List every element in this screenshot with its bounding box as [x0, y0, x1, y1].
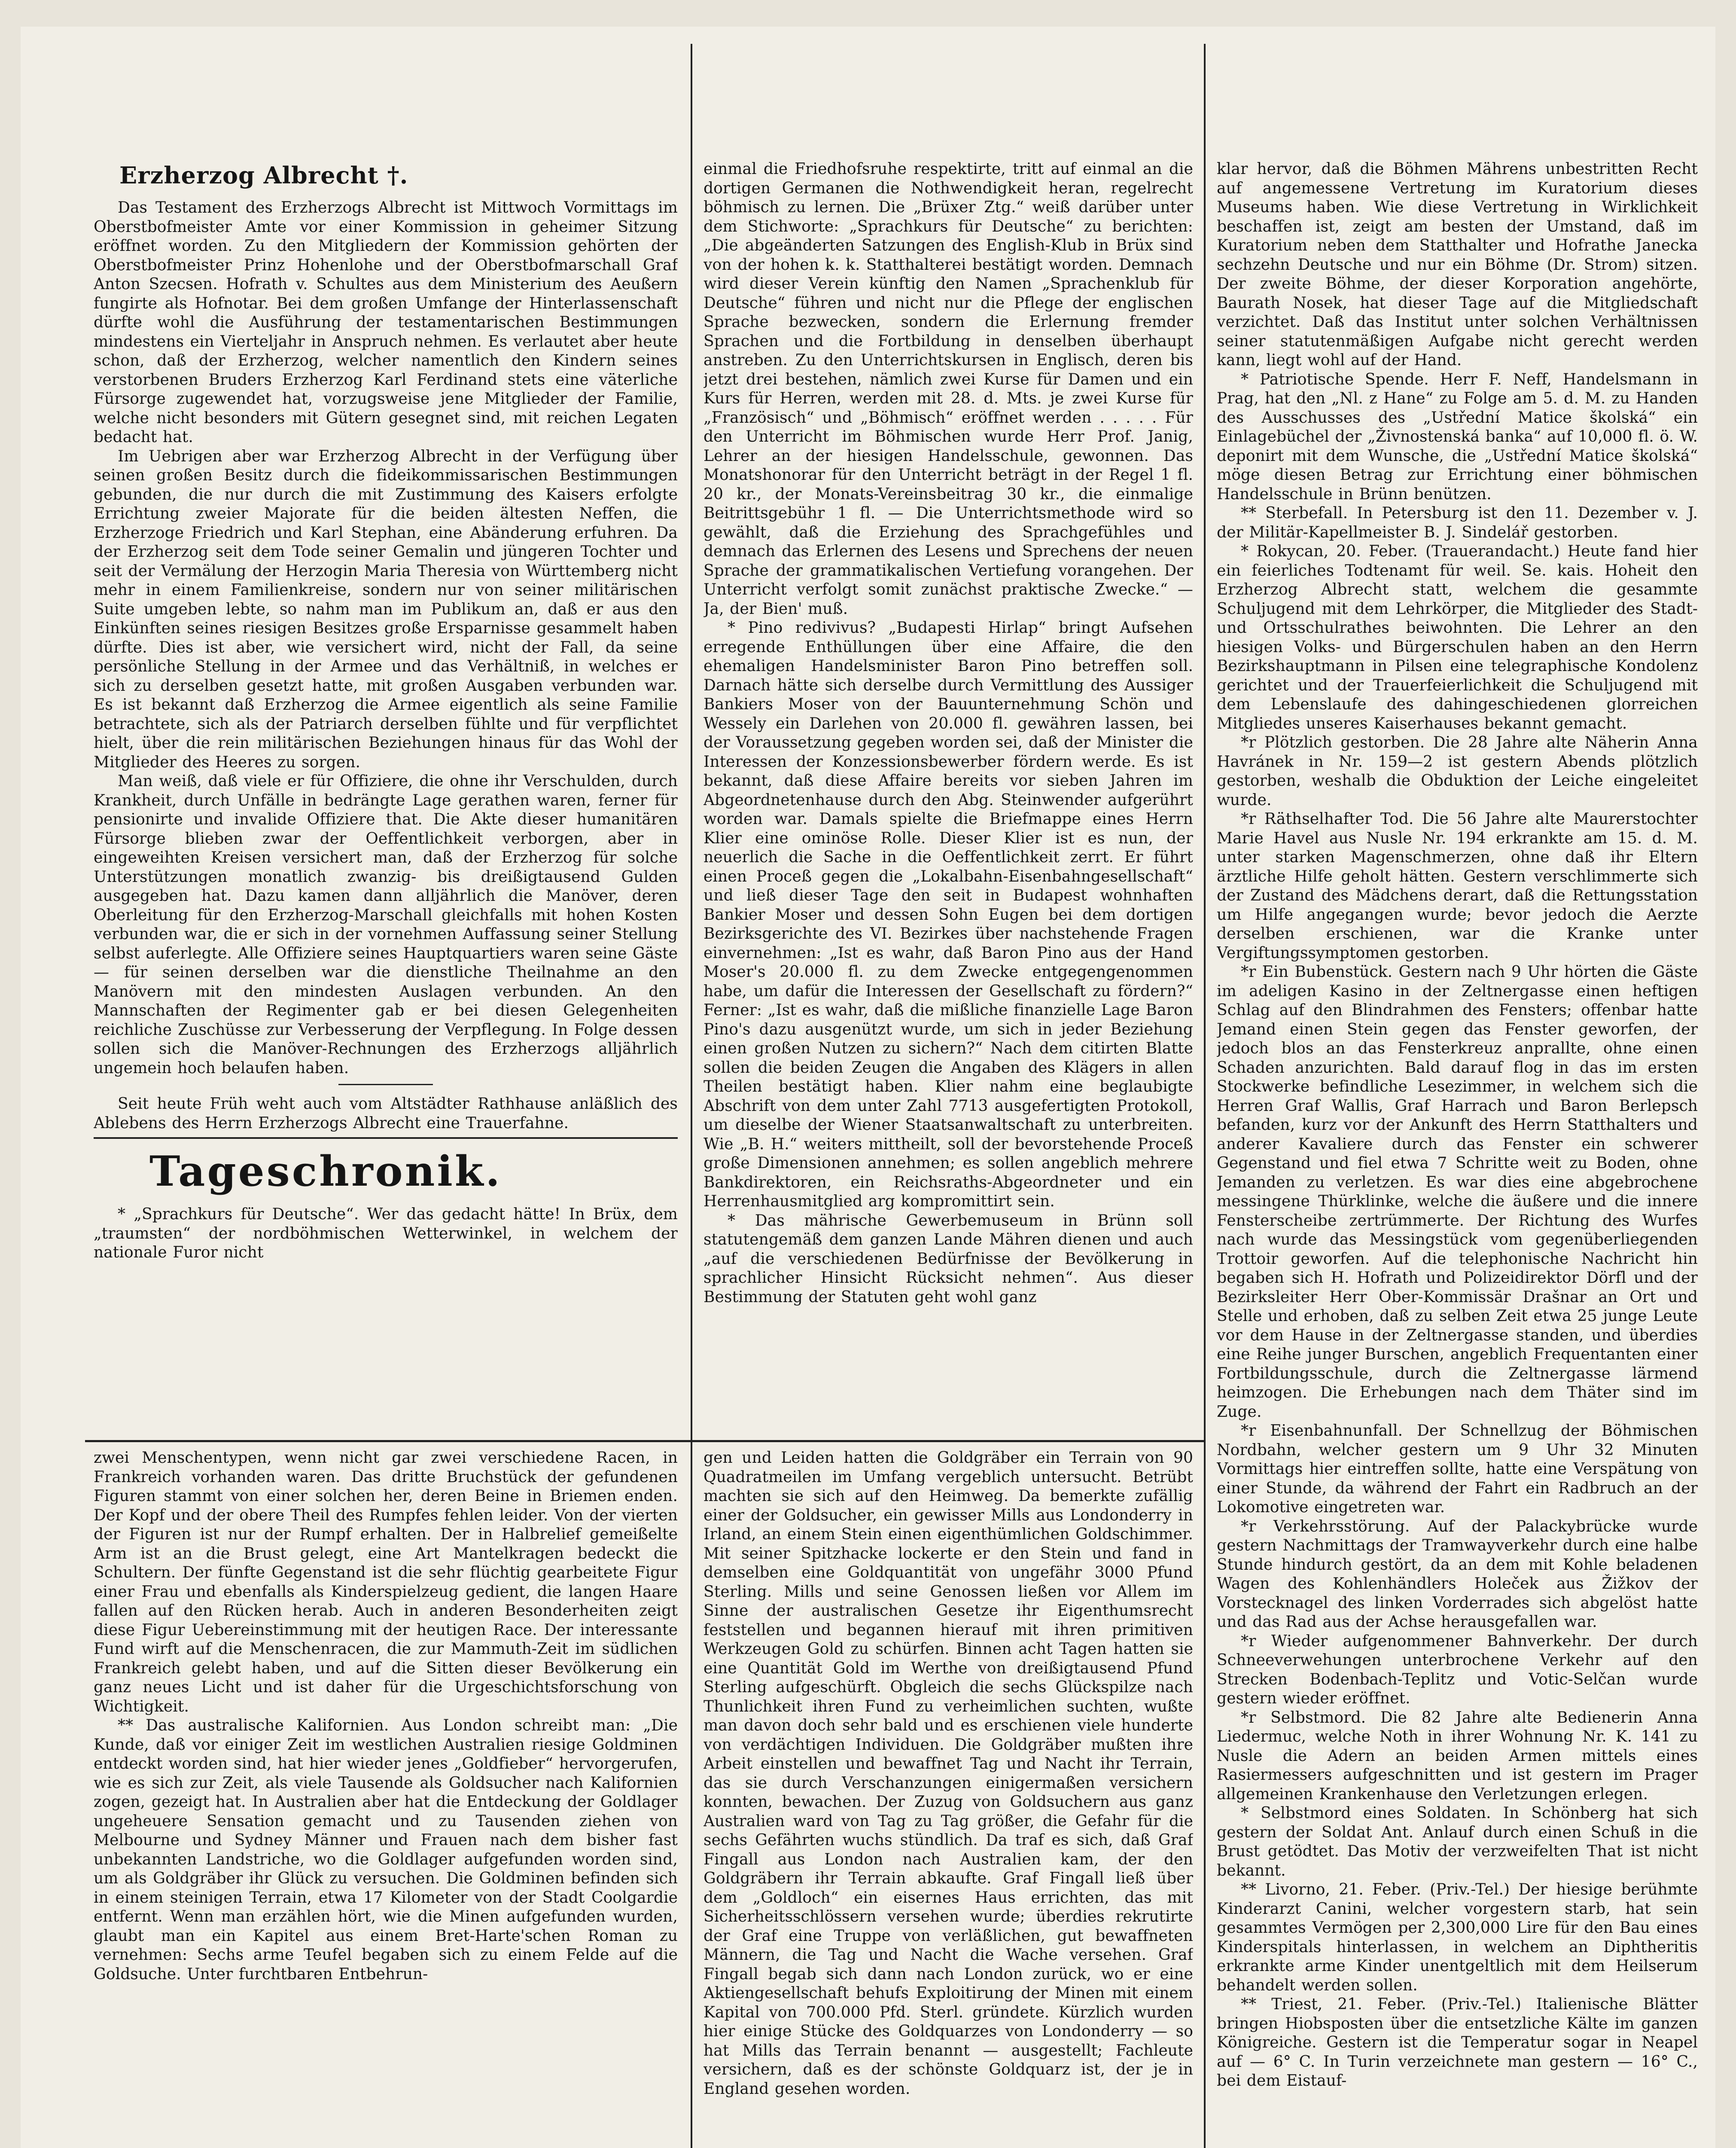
short-divider [338, 1084, 433, 1085]
article-paragraph: * Selbstmord eines Soldaten. In Schönberg hat sich gestern der Soldat Ant. Anlauf durch einen Schuß in die Brust getödtet. Das Motiv der verzweifelten That ist nicht bekannt. [1217, 1804, 1698, 1880]
column-2-top [704, 160, 1193, 1438]
article-paragraph: *r Eisenbahnunfall. Der Schnellzug der Böhmischen Nordbahn, welcher gestern um 9 Uhr 32 Minuten Vormittags hier eintreffen sollte, hatte eine Verspätung von einer Stunde, da während der Fahrt ein Radbruch an der Lokomotive eingetreten war. [1217, 1422, 1698, 1516]
article-paragraph: * Patriotische Spende. Herr F. Neff, Handelsmann in Prag, hat den „Nl. z Hane“ zu Folge am 5. d. M. zu Handen des Ausschusses des „Ustřední Matice školská“ ein Einlagebüchel der „Živnostenská banka“ auf 10,000 fl. ö. W. deponirt mit dem Wunsche, die „Ustřední Matice školská“ möge diesen Betrag zur Errichtung einer böhmischen Handelsschule in Brünn benützen. [1217, 370, 1698, 503]
article-paragraph: *r Ein Bubenstück. Gestern nach 9 Uhr hörten die Gäste im adeligen Kasino in der Zeltnergasse einen heftigen Schlag auf den Blindrahmen des Fensters; offenbar hatte Jemand einen Stein gegen das Fenster geworfen, der jedoch blos an das Fensterkreuz anprallte, ohne einen Schaden anzurichten. Bald darauf flog in das im ersten Stockwerke befindliche Lesezimmer, in welchem sich die Herren Graf Wallis, Graf Harrach und Baron Berlepsch befanden, kurz vor der Ankunft des Herrn Statthalters und anderer Kavaliere durch das Fenster ein schwerer Gegenstand und fiel etwa 7 Schritte weit zu Boden, ohne Jemanden zu verletzen. Es war dies eine abgebrochene messingene Thürklinke, welche die äußere und die innere Fensterscheibe zertrümmerte. Der Richtung des Wurfes nach wurde das Messingstück vom gegenüberliegenden Trottoir geworfen. Auf die telephonische Nachricht hin begaben sich H. Hofrath und Polizeidirektor Dörfl und der Bezirksleiter Herr Ober-Kommissär Drašnar an Ort und Stelle und erhoben, daß zu selben Zeit etwa 25 junge Leute vor dem Hause in der Zeltnergasse standen, und überdies eine Reihe junger Burschen, angeblich Frequentanten einer Fortbildungsschule, durch die Zeltnergasse lärmend heimzogen. Die Erhebungen nach dem Thäter sind im Zuge. [1217, 963, 1698, 1421]
column-3 [1217, 160, 1698, 2148]
article-paragraph: Man weiß, daß viele er für Offiziere, die ohne ihr Verschulden, durch Krankheit, durch Unfälle in bedrängte Lage gerathen waren, ferner für pensionirte und invalide Offiziere that. Die Akte dieser humanitären Fürsorge blieben zwar der Oeffentlichkeit verborgen, aber in eingeweihten Kreisen versichert man, daß der Erzherzog für solche Unterstützungen monatlich zwanzig- bis dreißigtausend Gulden ausgegeben hat. Dazu kamen dann alljährlich die Manöver, deren Oberleitung für den Erzherzog-Marschall gleichfalls mit hohen Kosten verbunden war, die er sich in der vornehmen Auffassung seiner Stellung selbst auferlegte. Alle Offiziere seines Hauptquartiers waren seine Gäste — für seinen derselben war die dienstliche Theilnahme an den Manövern mit den mindesten Auslagen verbunden. An den Mannschaften der Regimenter gab er bei diesen Gelegenheiten reichliche Zuschüsse zur Verbesserung der Verpflegung. In Folge dessen sollen sich die Manöver-Rechnungen des Erzherzogs alljährlich ungemein hoch belaufen haben. [94, 772, 678, 1077]
article-paragraph: ** Triest, 21. Feber. (Priv.-Tel.) Italienische Blätter bringen Hiobsposten über die entsetzliche Kälte im ganzen Königreiche. Gestern ist die Temperatur sogar in Neapel auf — 6° C. In Turin verzeichnete man gestern — 16° C., bei dem Eistauf- [1217, 1995, 1698, 2090]
section-heading-tageschronik: Tageschronik. [149, 1147, 502, 1196]
article-paragraph: zwei Menschentypen, wenn nicht gar zwei verschiedene Racen, in Frankreich vorhanden waren. Das dritte Bruchstück der gefundenen Figuren stammt von einer solchen her, deren Beine in Briemen enden. Der Kopf und der obere Theil des Rumpfes fehlen leider. Von der vierten der Figuren ist nur der Rumpf erhalten. Der in Halbrelief gemeißelte Arm ist an die Brust gelegt, eine Art Mantelkragen bedeckt die Schultern. Der fünfte Gegenstand ist die sehr flüchtig gearbeitete Figur einer Frau und ebenfalls als Kinderspielzeug gedient, die langen Haare fallen auf den Rücken herab. Auch in anderen Besonderheiten zeigt diese Figur Uebereinstimmung mit der heutigen Race. Der interessante Fund wirft auf die Menschenracen, die zur Mammuth-Zeit im südlichen Frankreich gelebt haben, und auf die Sitten dieser Bevölkerung ein ganz neues Licht und ist daher für die Urgeschichtsforschung von Wichtigkeit. [94, 1449, 678, 1715]
article-paragraph: ** Livorno, 21. Feber. (Priv.-Tel.) Der hiesige berühmte Kinderarzt Canini, welcher vorgestern starb, hat sein gesammtes Vermögen per 2,300,000 Lire für den Bau eines Kinderspitals hinterlassen, in welchem an Diphtheritis erkrankte arme Kinder unentgeltlich mit dem Heilserum behandelt werden sollen. [1217, 1881, 1698, 1994]
column-rule-left [691, 44, 692, 2148]
article-paragraph: *r Verkehrsstörung. Auf der Palackybrücke wurde gestern Nachmittags der Tramwayverkehr durch eine halbe Stunde hindurch gestört, da an dem mit Kohle beladenen Wagen des Kohlenhändlers Holeček aus Žižkov der Vorstecknagel des linken Vorderrades sich abgelöst hatte und das Rad aus der Achse herausgefallen war. [1217, 1517, 1698, 1631]
section-rule [94, 1137, 678, 1139]
section-divider [85, 1440, 1204, 1442]
article-paragraph: klar hervor, daß die Böhmen Mährens unbestritten Recht auf angemessene Vertretung im Kuratorium dieses Museums haben. Wie diese Vertretung in Wirklichkeit beschaffen ist, zeigt am besten der Umstand, daß im Kuratorium neben dem Statthalter und Hofrathe Janecka sechzehn Deutsche und nur ein Böhme (Dr. Strom) sitzen. Der zweite Böhme, der dieser Korporation angehörte, Baurath Nosek, hat dieser Tage auf die Mitgliedschaft verzichtet. Daß das Institut unter solchen Verhältnissen seiner statutenmäßigen Aufgabe nicht gerecht werden kann, liegt wohl auf der Hand. [1217, 160, 1698, 369]
article-paragraph: Das Testament des Erzherzogs Albrecht ist Mittwoch Vormittags im Oberstbofmeister Amte vor einer Kommission in geheimer Sitzung eröffnet worden. Zu den Mitgliedern der Kommission gehörten der Oberstbofmeister Prinz Hohenlohe und der Oberstbofmarschall Graf Anton Szecsen. Hofrath v. Schultes aus dem Ministerium des Aeußern fungirte als Hofnotar. Bei dem großen Umfange der Hinterlassenschaft dürfte wohl die Ausführung der testamentarischen Bestimmungen mindestens ein Vierteljahr in Anspruch nehmen. Es verlautet aber heute schon, daß der Erzherzog, welcher namentlich den Kindern seines verstorbenen Bruders Erzherzog Karl Ferdinand stets eine väterliche Fürsorge zugewendet hat, vorzugsweise jene Mitglieder der Familie, welche nicht besonders mit Gütern gesegnet sind, mit reichen Legaten bedacht hat. [94, 199, 678, 446]
article-paragraph: Im Uebrigen aber war Erzherzog Albrecht in der Verfügung über seinen großen Besitz durch die fideikommissarischen Bestimmungen gebunden, die nur durch die mit Zustimmung des Kaisers erfolgte Errichtung zweier Majorate für die beiden ältesten Neffen, die Erzherzoge Friedrich und Karl Stephan, eine Abänderung erfuhren. Da der Erzherzog seit dem Tode seiner Gemalin und jüngeren Tochter und seit der Vermälung der Herzogin Maria Theresia von Württemberg nicht mehr in einem Familienkreise, sondern nur von seiner militärischen Suite umgeben lebte, so nahm man im Publikum an, daß er aus den Einkünften seines riesigen Besitzes große Ersparnisse gesammelt haben dürfte. Dies ist aber, wie versichert wird, nicht der Fall, da seine persönliche Stellung in der Armee und das Verhältniß, in welches er sich zu derselben gesetzt hatte, mit großen Ausgaben verbunden war. Es ist bekannt daß Erzherzog die Armee eigentlich als seine Familie betrachtete, sich als der Patriarch derselben fühlte und für verpflichtet hielt, über die rein militärischen Beziehungen hinaus für das Wohl der Mitglieder des Heeres zu sorgen. [94, 447, 678, 771]
column-2-bottom [704, 1449, 1193, 2148]
column-1-bottom [94, 1449, 678, 2148]
article-paragraph: Seit heute Früh weht auch vom Altstädter Rathhause anläßlich des Ablebens des Herrn Erzherzogs Albrecht eine Trauerfahne. [94, 1095, 678, 1132]
article-heading-erzherzog: Erzherzog Albrecht †. [119, 162, 408, 189]
article-paragraph: * Das mährische Gewerbemuseum in Brünn soll statutengemäß dem ganzen Lande Mähren dienen und auch „auf die verschiedenen Bedürfnisse der Bevölkerung in sprachlicher Hinsicht Rücksicht nehmen“. Aus dieser Bestimmung der Statuten geht wohl ganz [704, 1211, 1193, 1306]
newspaper-page [21, 27, 1715, 2148]
article-paragraph: *r Räthselhafter Tod. Die 56 Jahre alte Maurerstochter Marie Havel aus Nusle Nr. 194 erkrankte am 15. d. M. unter starken Magenschmerzen, ohne daß ihr Eltern ärztliche Hilfe geholt hätten. Gestern verschlimmerte sich der Zustand des Mädchens derart, daß die Rettungsstation um Hilfe angegangen wurde; bevor jedoch die Aerzte derselben erschienen, war die Kranke unter Vergiftungssymptomen gestorben. [1217, 810, 1698, 962]
article-paragraph: gen und Leiden hatten die Goldgräber ein Terrain von 90 Quadratmeilen im Umfang vergeblich untersucht. Betrübt machten sie sich auf den Heimweg. Da bemerkte zufällig einer der Goldsucher, ein gewisser Mills aus Londonderry in Irland, an einem Stein einen eigenthümlichen Goldschimmer. Mit seiner Spitzhacke lockerte er den Stein und fand in demselben eine Goldquantität von ungefähr 3000 Pfund Sterling. Mills und seine Genossen ließen vor Allem im Sinne der australischen Gesetze ihr Eigenthumsrecht feststellen und begannen hierauf mit ihren primitiven Werkzeugen Gold zu schürfen. Binnen acht Tagen hatten sie eine Quantität Gold im Werthe von dreißigtausend Pfund Sterling aufgeschürft. Obgleich die sechs Glückspilze nach Thunlichkeit ihren Fund zu verheimlichen suchten, wußte man davon doch sehr bald und es erschienen viele hunderte von verdächtigen Individuen. Die Goldgräber mußten ihre Arbeit einstellen und bewaffnet Tag und Nacht ihr Terrain, das sie durch Verschanzungen einigermaßen versichern konnten, bewachen. Der Zuzug von Goldsuchern aus ganz Australien ward von Tag zu Tag größer, die Gefahr für die sechs Gefährten wuchs stündlich. Da traf es sich, daß Graf Fingall aus London nach Australien kam, der den Goldgräbern ihr Terrain abkaufte. Graf Fingall ließ über dem „Goldloch“ ein eisernes Haus errichten, das mit Sicherheitsschlössern versehen wurde; überdies rekrutirte der Graf eine Truppe von verläßlichen, gut bewaffneten Männern, die Tag und Nacht die Wache versehen. Graf Fingall begab sich dann nach London zurück, wo er eine Aktiengesellschaft behufs Exploitirung der Minen mit einem Kapital von 700.000 Pfd. Sterl. gründete. Kürzlich wurden hier einige Stücke des Goldquarzes von Londonderry — so hat Mills das Terrain benannt — ausgestellt; Fachleute versichern, daß es der schönste Goldquarz ist, der je in England gesehen worden. [704, 1449, 1193, 2098]
article-paragraph: *r Wieder aufgenommener Bahnverkehr. Der durch Schneeverwehungen unterbrochene Verkehr auf den Strecken Bodenbach-Teplitz und Votic-Selčan wurde gestern wieder eröffnet. [1217, 1632, 1698, 1707]
article-paragraph: ** Sterbefall. In Petersburg ist den 11. Dezember v. J. der Militär-Kapellmeister B. J. Sindelář gestorben. [1217, 504, 1698, 541]
article-paragraph: *r Selbstmord. Die 82 Jahre alte Bedienerin Anna Liedermuc, welche Noth in ihrer Wohnung Nr. K. 141 zu Nusle die Adern an beiden Armen mittels eines Rasiermessers aufgeschnitten und ist gestern im Prager allgemeinen Krankenhause den Verletzungen erlegen. [1217, 1709, 1698, 1803]
article-paragraph: einmal die Friedhofsruhe respektirte, tritt auf einmal an die dortigen Germanen die Nothwendigkeit heran, regelrecht böhmisch zu lernen. Die „Brüxer Ztg.“ weiß darüber unter dem Stichworte: „Sprachkurs für Deutsche“ zu berichten: „Die abgeänderten Satzungen des English-Klub in Brüx sind von der hohen k. k. Statthalterei bestätigt worden. Demnach wird dieser Verein künftig den Namen „Sprachenklub für Deutsche“ führen und nicht nur die Pflege der englischen Sprache bezwecken, sondern die Erlernung fremder Sprachen und die Fortbildung in denselben überhaupt anstreben. Zu den Unterrichtskursen in Englisch, deren bis jetzt drei bestehen, nämlich zwei Kurse für Damen und ein Kurs für Herren, werden mit 28. d. Mts. je zwei Kurse für „Französisch“ und „Böhmisch“ eröffnet werden . . . . . Für den Unterricht im Böhmischen wurde Herr Prof. Janig, Lehrer an der hiesigen Handelsschule, gewonnen. Das Monatshonorar für den Unterricht beträgt in der Regel 1 fl. 20 kr., der Monats-Vereinsbeitrag 30 kr., die einmalige Beitrittsgebühr 1 fl. — Die Unterrichtsmethode wird so gewählt, daß die Erziehung des Sprachgefühles und demnach das Erlernen des Lesens und Sprechens der neuen Sprache der grammatikalischen Vertiefung vorangehen. Der Unterricht verfolgt somit zunächst praktische Zwecke.“ — Ja, der Bien' muß. [704, 160, 1193, 618]
article-paragraph: * Pino redivivus? „Budapesti Hirlap“ bringt Aufsehen erregende Enthüllungen über eine Affaire, die den ehemaligen Handelsminister Baron Pino betreffen soll. Darnach hätte sich derselbe durch Vermittlung des Aussiger Bankiers Moser von der Bauunternehmung Schön und Wessely ein Darlehen von 20.000 fl. gewähren lassen, bei der Voraussetzung gegeben worden sei, daß der Minister die Interessen der Konzessionsbewerber fördern werde. Es ist bekannt, daß diese Affaire bereits vor sieben Jahren im Abgeordnetenhause durch den Abg. Steinwender aufgerührt worden war. Damals spielte die Briefmappe eines Herrn Klier eine ominöse Rolle. Dieser Klier ist es nun, der neuerlich die Sache in die Oeffentlichkeit zerrt. Er führt einen Proceß gegen die „Lokalbahn-Eisenbahngesellschaft“ und ließ dieser Tage den seit in Budapest wohnhaften Bankier Moser und dessen Sohn Eugen bei dem dortigen Bezirksgerichte des VI. Bezirkes über nachstehende Fragen einvernehmen: „Ist es wahr, daß Baron Pino aus der Hand Moser's 20.000 fl. zu dem Zwecke entgegengenommen habe, um dafür die Interessen der Gesellschaft zu fördern?“ Ferner: „Ist es wahr, daß die mißliche finanzielle Lage Baron Pino's dazu ausgenützt wurde, um sich in jeder Beziehung einen großen Nutzen zu sichern?“ Nach dem citirten Blatte sollen die beiden Zeugen die Angaben des Klägers in allen Theilen bestätigt haben. Klier nahm eine beglaubigte Abschrift von dem unter Zahl 7713 ausgefertigten Protokoll, um dieselbe der Wiener Staatsanwaltschaft zu unterbreiten. Wie „B. H.“ weiters mittheilt, soll der bevorstehende Proceß große Dimensionen annehmen; es sollen angeblich mehrere Bankdirektoren, ein Reichsraths-Abgeordneter und ein Herrenhausmitglied arg kompromittirt sein. [704, 619, 1193, 1210]
article-paragraph: ** Das australische Kalifornien. Aus London schreibt man: „Die Kunde, daß vor einiger Zeit im westlichen Australien riesige Goldminen entdeckt worden sind, hat hier wieder jenes „Goldfieber“ hervorgerufen, wie es sich zur Zeit, als viele Tausende als Goldsucher nach Kalifornien zogen, gezeigt hat. In Australien aber hat die Entdeckung der Goldlager ungeheuere Sensation gemacht und zu Tausenden ziehen von Melbourne und Sydney Männer und Frauen nach dem bisher fast unbekannten Landstriche, wo die Goldlager aufgefunden worden sind, um als Goldgräber ihr Glück zu versuchen. Die Goldminen befinden sich in einem steinigen Terrain, etwa 17 Kilometer von der Stadt Coolgardie entfernt. Wenn man erzählen hört, wie die Minen aufgefunden wurden, glaubt man ein Kapitel aus einem Bret-Harte'schen Roman zu vernehmen: Sechs arme Teufel begaben sich zu einem Felde auf die Goldsuche. Unter furchtbaren Entbehrun- [94, 1717, 678, 1983]
column-1-top [94, 160, 678, 1438]
article-paragraph: * „Sprachkurs für Deutsche“. Wer das gedacht hätte! In Brüx, dem „traumsten“ der nordböhmischen Wetterwinkel, in welchem der nationale Furor nicht [94, 1205, 678, 1261]
column-rule-right [1204, 44, 1206, 2148]
article-paragraph: * Rokycan, 20. Feber. (Trauerandacht.) Heute fand hier ein feierliches Todtenamt für weil. Se. kais. Hoheit den Erzherzog Albrecht statt, welchem die gesammte Schuljugend mit dem Lehrkörper, die Mitglieder des Stadt- und Ortsschulrathes beiwohnten. Die Lehrer an den hiesigen Volks- und Bürgerschulen haben an den Herrn Bezirkshauptmann in Pilsen eine telegraphische Kondolenz gerichtet und der Trauerfeierlichkeit die Schuljugend mit dem Lebenslaufe des dahingeschiedenen glorreichen Mitgliedes unseres Kaiserhauses bekannt gemacht. [1217, 543, 1698, 732]
article-paragraph: *r Plötzlich gestorben. Die 28 Jahre alte Näherin Anna Havránek in Nr. 159—2 ist gestern Abends plötzlich gestorben, weshalb die Obduktion der Leiche eingeleitet wurde. [1217, 734, 1698, 809]
